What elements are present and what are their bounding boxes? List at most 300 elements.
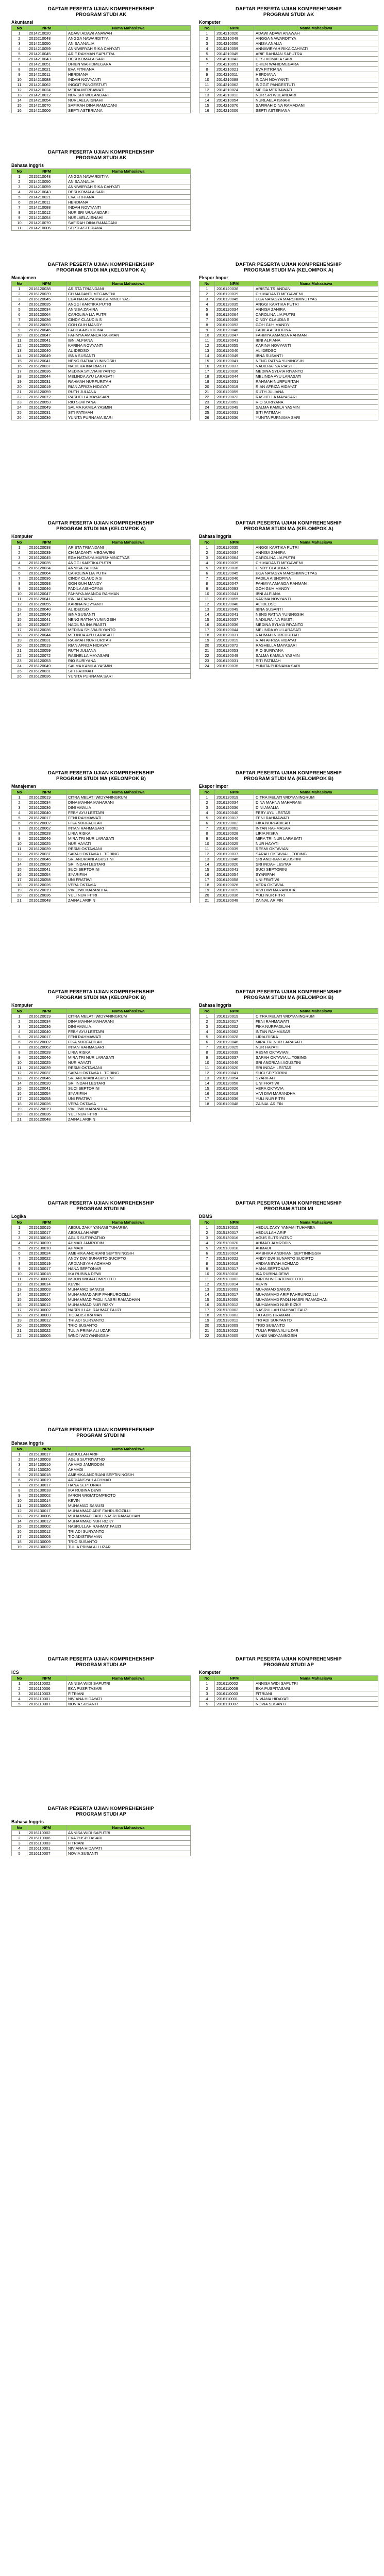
cell-npm: 2014210054: [215, 98, 254, 103]
cell-no: 7: [199, 62, 215, 67]
cell-name: FIKA NURFADILAH: [66, 821, 191, 826]
cell-name: NADILRA INA RIASTI: [254, 617, 378, 622]
cell-no: 13: [12, 1076, 27, 1081]
cell-name: SARAH OKTAVIA L. TOBING: [254, 852, 378, 857]
table-row: [12, 566, 191, 571]
cell-no: 6: [199, 1251, 215, 1256]
cell-npm: 2016120040: [215, 810, 254, 816]
list-right: [199, 520, 378, 669]
cell-npm: 2016120058: [215, 877, 254, 883]
table-row: [199, 617, 378, 622]
table-row: [12, 98, 191, 103]
cell-npm: 2016120041: [27, 359, 66, 364]
cell-no: 2: [199, 550, 215, 555]
cell-name: SAFIRAH DINA RAMADANI: [66, 221, 191, 226]
cell-no: 10: [199, 841, 215, 846]
cell-npm: 2016120048: [27, 1117, 66, 1122]
cell-npm: 2016120049: [27, 664, 66, 669]
table-row: [12, 1488, 191, 1493]
table-row: [12, 1045, 191, 1050]
cell-npm: 2016110001: [215, 1697, 254, 1702]
table-row: [12, 877, 191, 883]
cell-npm: 2015130002: [215, 1308, 254, 1313]
cell-npm: 2015130012: [27, 1529, 66, 1534]
header-nama: Nama Mahasiswa: [254, 790, 378, 795]
table-row: [199, 286, 378, 292]
cell-npm: 2016120036: [215, 622, 254, 628]
cell-name: FIKA NURFADILAH: [254, 821, 378, 826]
cell-npm: 2016120055: [27, 343, 66, 348]
table-row: [12, 1323, 191, 1328]
cell-no: 2: [12, 179, 27, 184]
cell-npm: 2016120020: [215, 1065, 254, 1071]
table-row: [12, 57, 191, 62]
cell-name: ANGGI KARTIKA PUTRI: [66, 561, 191, 566]
cell-npm: 2015130009: [27, 1323, 66, 1328]
header-npm: NPM: [215, 1009, 254, 1014]
cell-no: 6: [199, 312, 215, 317]
cell-no: 20: [199, 643, 215, 648]
cell-no: 5: [12, 566, 27, 571]
table-row: [12, 555, 191, 561]
cell-name: IBNI ALFIANA: [66, 597, 191, 602]
cell-npm: 2016120036: [27, 1112, 66, 1117]
cell-no: 10: [199, 591, 215, 597]
table-row: [199, 555, 378, 561]
cell-no: 11: [199, 1065, 215, 1071]
cell-npm: 2014130003: [27, 1457, 66, 1462]
cell-npm: 2015130009: [27, 1539, 66, 1545]
table-row: [199, 576, 378, 581]
cell-name: ADAWI ADAWI ANAWAH: [254, 31, 378, 36]
cell-name: DINI AMALIA: [254, 805, 378, 810]
cell-name: TRI ADI SURYANTO: [254, 1318, 378, 1323]
table-row: [199, 836, 378, 841]
cell-name: NURLAELA ISNAHI: [66, 215, 191, 221]
table-row: [199, 1323, 378, 1328]
table-row: [12, 36, 191, 41]
table-row: [12, 612, 191, 617]
cell-npm: 2016120044: [215, 628, 254, 633]
cell-no: 16: [12, 108, 27, 113]
cell-name: ANISA ANALIA: [66, 179, 191, 184]
cell-no: 4: [199, 46, 215, 52]
cell-name: FENI RAHMAWATI: [66, 1035, 191, 1040]
cell-no: 5: [12, 1702, 27, 1707]
cell-npm: 2016110006: [27, 1686, 66, 1691]
table-header-row: [199, 790, 378, 795]
table-row: [12, 1251, 191, 1256]
cell-npm: 2015130002: [27, 1493, 66, 1498]
table-row: [12, 1096, 191, 1101]
cell-no: 12: [12, 602, 27, 607]
cell-name: IBNA SUSANTI: [66, 612, 191, 617]
list-left: [11, 149, 191, 231]
cell-no: 8: [12, 1050, 27, 1055]
table-header-row: [12, 26, 191, 31]
cell-no: 19: [12, 888, 27, 893]
cell-name: AGUS SUTRIYATNO: [66, 1235, 191, 1241]
cell-no: 1: [199, 1014, 215, 1019]
list-title: DAFTAR PESERTA UJIAN KOMPREHENSHIP: [48, 1806, 154, 1811]
cell-name: HANA SEPTONAR: [66, 1266, 191, 1272]
table-row: [199, 353, 378, 359]
table-row: [12, 810, 191, 816]
table-row: [12, 893, 191, 898]
header-no: No: [12, 790, 27, 795]
header-npm: NPM: [27, 1825, 66, 1831]
cell-npm: 2016120072: [27, 653, 66, 658]
list-left: [11, 989, 191, 1122]
cell-name: SITI FATIMAH: [254, 410, 378, 415]
list-title: DAFTAR PESERTA UJIAN KOMPREHENSHIP: [236, 770, 342, 776]
table-row: [12, 1503, 191, 1509]
table-row: [12, 581, 191, 586]
cell-no: 12: [12, 1509, 27, 1514]
table-row: [12, 867, 191, 872]
course-subtitle: Manajemen: [11, 784, 36, 789]
cell-no: 15: [12, 359, 27, 364]
cell-npm: 2015130002: [215, 1277, 254, 1282]
cell-name: KARINA NOVYANTI: [254, 343, 378, 348]
cell-npm: 2015130002: [27, 1308, 66, 1313]
cell-name: CINDY CLAUDIA S: [66, 576, 191, 581]
table-row: [12, 872, 191, 877]
cell-name: EKA PUSPITASARI: [66, 1686, 191, 1691]
cell-npm: 2016120037: [215, 617, 254, 622]
cell-name: ANGGA NAWARDITYA: [254, 36, 378, 41]
cell-npm: 2016120047: [27, 591, 66, 597]
cell-no: 8: [199, 1261, 215, 1266]
table-header-row: [199, 1676, 378, 1681]
cell-name: KEVIN: [66, 1282, 191, 1287]
cell-name: KEVIN: [66, 1498, 191, 1503]
cell-name: CAROLINA LIA PUTRI: [66, 312, 191, 317]
cell-npm: 2015130018: [27, 1472, 66, 1478]
table-row: [12, 1836, 191, 1841]
cell-no: 4: [12, 1241, 27, 1246]
cell-name: UNI FRATIWI: [254, 877, 378, 883]
table-row: [12, 221, 191, 226]
list-right: [199, 989, 378, 1107]
cell-no: 1: [199, 1225, 215, 1230]
cell-no: 10: [12, 333, 27, 338]
cell-no: 3: [12, 1235, 27, 1241]
cell-name: INDAH NOVYANTI: [66, 77, 191, 82]
cell-name: RIAN AFRIZA HIDAYAT: [66, 384, 191, 389]
table-row: [199, 1096, 378, 1101]
cell-npm: 2016120031: [27, 379, 66, 384]
table-row: [199, 1681, 378, 1686]
cell-name: AL IDEDSO: [254, 602, 378, 607]
cell-name: ANNISA ZAHIRA: [66, 566, 191, 571]
cell-npm: 2015130018: [215, 1272, 254, 1277]
cell-npm: 2016120041: [215, 1071, 254, 1076]
cell-name: SRI ANDRIANI AGUSTINI: [254, 1060, 378, 1065]
cell-npm: 2016120046: [215, 328, 254, 333]
cell-no: 4: [12, 302, 27, 307]
table-row: [199, 1292, 378, 1297]
cell-name: KARINA NOVYANTI: [254, 597, 378, 602]
participant-table: [11, 1675, 191, 1707]
table-row: [12, 628, 191, 633]
program-title: PROGRAM STUDI MA (KELOMPOK B): [243, 995, 334, 1001]
cell-name: SUCI SEPTORINI: [254, 1071, 378, 1076]
cell-no: 20: [199, 384, 215, 389]
cell-no: 10: [199, 1272, 215, 1277]
cell-name: NUR HAYATI: [66, 1060, 191, 1065]
cell-npm: 2014210011: [27, 72, 66, 77]
table-row: [12, 1831, 191, 1836]
cell-name: AHMADI: [66, 1467, 191, 1472]
header-no: No: [12, 1676, 27, 1681]
cell-npm: 2016120053: [27, 658, 66, 664]
cell-npm: 2016120036: [215, 369, 254, 374]
table-row: [199, 1308, 378, 1313]
cell-name: NENG RATNA YUNINGSIH: [66, 617, 191, 622]
header-nama: Nama Mahasiswa: [66, 169, 191, 174]
table-row: [199, 67, 378, 72]
list-left: [11, 770, 191, 903]
cell-npm: 2016120019: [27, 1014, 66, 1019]
table-row: [199, 648, 378, 653]
cell-no: 13: [199, 1287, 215, 1292]
cell-no: 7: [12, 205, 27, 210]
cell-no: 19: [12, 638, 27, 643]
table-row: [12, 846, 191, 852]
cell-npm: 2015130020: [215, 1241, 254, 1246]
table-row: [12, 317, 191, 323]
cell-npm: 2016120026: [215, 1086, 254, 1091]
cell-no: 3: [199, 1024, 215, 1029]
cell-no: 3: [199, 1691, 215, 1697]
table-row: [12, 805, 191, 810]
cell-npm: 2016120019: [215, 1091, 254, 1096]
cell-npm: 2016120041: [27, 597, 66, 602]
cell-no: 3: [12, 1024, 27, 1029]
table-row: [12, 1519, 191, 1524]
cell-npm: 2015130009: [215, 1323, 254, 1328]
cell-name: AHMADI: [254, 1246, 378, 1251]
cell-npm: 2016120020: [27, 862, 66, 867]
cell-npm: 2014210088: [27, 77, 66, 82]
header-npm: NPM: [27, 1009, 66, 1014]
cell-name: SYARIFAH: [254, 1076, 378, 1081]
cell-name: SARAH OKTAVIA L. TOBING: [66, 1071, 191, 1076]
cell-npm: 2016120072: [215, 395, 254, 400]
cell-no: 10: [12, 221, 27, 226]
cell-no: 12: [12, 343, 27, 348]
cell-npm: 2016120046: [215, 576, 254, 581]
participant-table: [11, 1825, 191, 1856]
program-title: PROGRAM STUDI MI: [76, 1206, 126, 1212]
table-row: [199, 1225, 378, 1230]
cell-name: MIRA TRI NUR LARASATI: [254, 1040, 378, 1045]
table-row: [199, 1230, 378, 1235]
cell-name: YUNITA PURNAMA SARI: [254, 664, 378, 669]
cell-npm: 2016110007: [27, 1851, 66, 1856]
cell-no: 7: [199, 1256, 215, 1261]
table-row: [199, 1246, 378, 1251]
list-title: DAFTAR PESERTA UJIAN KOMPREHENSHIP: [48, 6, 154, 12]
cell-no: 16: [199, 622, 215, 628]
table-row: [12, 607, 191, 612]
cell-npm: 2016120017: [215, 816, 254, 821]
table-row: [12, 415, 191, 420]
cell-name: RASHELLA MAYASARI: [66, 395, 191, 400]
cell-npm: 2016120040: [215, 602, 254, 607]
cell-name: IBNI ALFIANA: [254, 338, 378, 343]
cell-name: SUCI SEPTORINI: [66, 1086, 191, 1091]
header-no: No: [12, 540, 27, 545]
table-row: [199, 831, 378, 836]
cell-no: 10: [199, 77, 215, 82]
cell-npm: 2016120046: [27, 586, 66, 591]
program-title: PROGRAM STUDI MI: [76, 1433, 126, 1438]
cell-name: SRI ANDRIANI AGUSTINI: [254, 857, 378, 862]
table-row: [12, 333, 191, 338]
cell-no: 16: [199, 108, 215, 113]
cell-name: CH MADANTI MEGAWENI: [66, 550, 191, 555]
cell-no: 20: [12, 643, 27, 648]
header-nama: Nama Mahasiswa: [66, 281, 191, 286]
cell-npm: 2016120041: [27, 867, 66, 872]
cell-no: 20: [12, 1323, 27, 1328]
cell-name: EVA FITRIANA: [254, 67, 378, 72]
table-row: [199, 1241, 378, 1246]
table-row: [12, 1697, 191, 1702]
cell-no: 5: [199, 1035, 215, 1040]
cell-npm: 2014210043: [215, 57, 254, 62]
table-row: [12, 1101, 191, 1107]
cell-no: 4: [12, 46, 27, 52]
cell-npm: 2016120028: [215, 831, 254, 836]
cell-no: 14: [199, 1081, 215, 1086]
table-row: [199, 1035, 378, 1040]
cell-no: 1: [12, 1831, 27, 1836]
table-row: [12, 1328, 191, 1333]
cell-npm: 2016120062: [27, 826, 66, 831]
cell-no: 13: [199, 857, 215, 862]
table-row: [12, 586, 191, 591]
table-row: [12, 200, 191, 205]
cell-no: 6: [199, 1040, 215, 1045]
list-title: DAFTAR PESERTA UJIAN KOMPREHENSHIP: [236, 6, 342, 12]
cell-name: ANDY DWI SUNARTO SUCIPTO: [66, 1256, 191, 1261]
table-row: [199, 1287, 378, 1292]
header-npm: NPM: [215, 281, 254, 286]
cell-npm: 2016110006: [27, 1836, 66, 1841]
cell-name: FAHMYA AMANDA RAHMAN: [66, 591, 191, 597]
table-row: [199, 307, 378, 312]
cell-no: 13: [199, 1076, 215, 1081]
course-subtitle: Komputer: [199, 1670, 221, 1675]
table-row: [199, 400, 378, 405]
cell-no: 11: [199, 846, 215, 852]
cell-npm: 2015130014: [215, 1282, 254, 1287]
cell-no: 2: [12, 1457, 27, 1462]
cell-name: SALMA KAMILA YASMIN: [66, 405, 191, 410]
cell-npm: 2016120037: [215, 852, 254, 857]
table-row: [199, 395, 378, 400]
cell-npm: 2016120002: [27, 1040, 66, 1045]
list-title: DAFTAR PESERTA UJIAN KOMPREHENSHIP: [236, 989, 342, 995]
cell-npm: 2015130002: [27, 1277, 66, 1282]
cell-name: VERA OKTAVIA: [254, 1086, 378, 1091]
cell-name: ANNISA WIDI SAPUTRI: [66, 1831, 191, 1836]
cell-npm: 2016120025: [27, 1060, 66, 1065]
table-row: [12, 328, 191, 333]
cell-name: NUR SRI WULANDARI: [254, 93, 378, 98]
table-row: [12, 297, 191, 302]
header-npm: NPM: [27, 26, 66, 31]
cell-no: 12: [199, 1282, 215, 1287]
header-npm: NPM: [27, 1447, 66, 1452]
cell-npm: 2015130017: [27, 1292, 66, 1297]
cell-npm: 2015130003: [27, 1503, 66, 1509]
cell-no: 13: [12, 857, 27, 862]
cell-name: YUNITA PURNAMA SARI: [66, 674, 191, 679]
table-row: [199, 323, 378, 328]
table-row: [12, 1071, 191, 1076]
cell-no: 2: [199, 36, 215, 41]
cell-name: RESMI OKTAVIANI: [66, 846, 191, 852]
header-no: No: [12, 1009, 27, 1014]
cell-npm: 2014210059: [27, 46, 66, 52]
cell-npm: 2015130015: [215, 1225, 254, 1230]
cell-name: TRIO SUSANTO: [66, 1539, 191, 1545]
table-row: [12, 1498, 191, 1503]
list-left: [11, 1656, 191, 1707]
table-row: [12, 1261, 191, 1266]
cell-no: 2: [12, 1230, 27, 1235]
cell-name: NOVIA SUSANTI: [66, 1702, 191, 1707]
table-row: [199, 338, 378, 343]
table-row: [12, 1524, 191, 1529]
table-header-row: [12, 1447, 191, 1452]
cell-name: MUHAMMAD FADLI NASRI RAMADHAN: [66, 1297, 191, 1302]
cell-no: 4: [199, 302, 215, 307]
cell-name: MUHAMMAD FADLI NASRI RAMADHAN: [254, 1297, 378, 1302]
cell-no: 20: [199, 1323, 215, 1328]
table-row: [12, 190, 191, 195]
cell-no: 15: [199, 1086, 215, 1091]
cell-npm: 2015130022: [215, 1328, 254, 1333]
cell-npm: 2016120093: [27, 323, 66, 328]
cell-no: 8: [12, 581, 27, 586]
table-row: [199, 31, 378, 36]
table-row: [12, 1019, 191, 1024]
cell-name: SYARIFAH: [66, 1091, 191, 1096]
table-row: [12, 888, 191, 893]
cell-no: 13: [12, 607, 27, 612]
header-no: No: [12, 281, 27, 286]
header-no: No: [12, 1825, 27, 1831]
cell-no: 10: [199, 1060, 215, 1065]
cell-no: 8: [12, 323, 27, 328]
table-row: [199, 1702, 378, 1707]
table-row: [199, 795, 378, 800]
cell-name: INTAN RAHMASARI: [66, 826, 191, 831]
cell-no: 11: [12, 1065, 27, 1071]
header-nama: Nama Mahasiswa: [254, 26, 378, 31]
cell-name: GOH GUH MANDY: [254, 323, 378, 328]
cell-name: NASRULLAH RAHMAT FAUZI: [66, 1308, 191, 1313]
cell-no: 3: [12, 41, 27, 46]
cell-no: 3: [199, 555, 215, 561]
table-row: [12, 1292, 191, 1297]
cell-npm: 2016120048: [215, 1101, 254, 1107]
